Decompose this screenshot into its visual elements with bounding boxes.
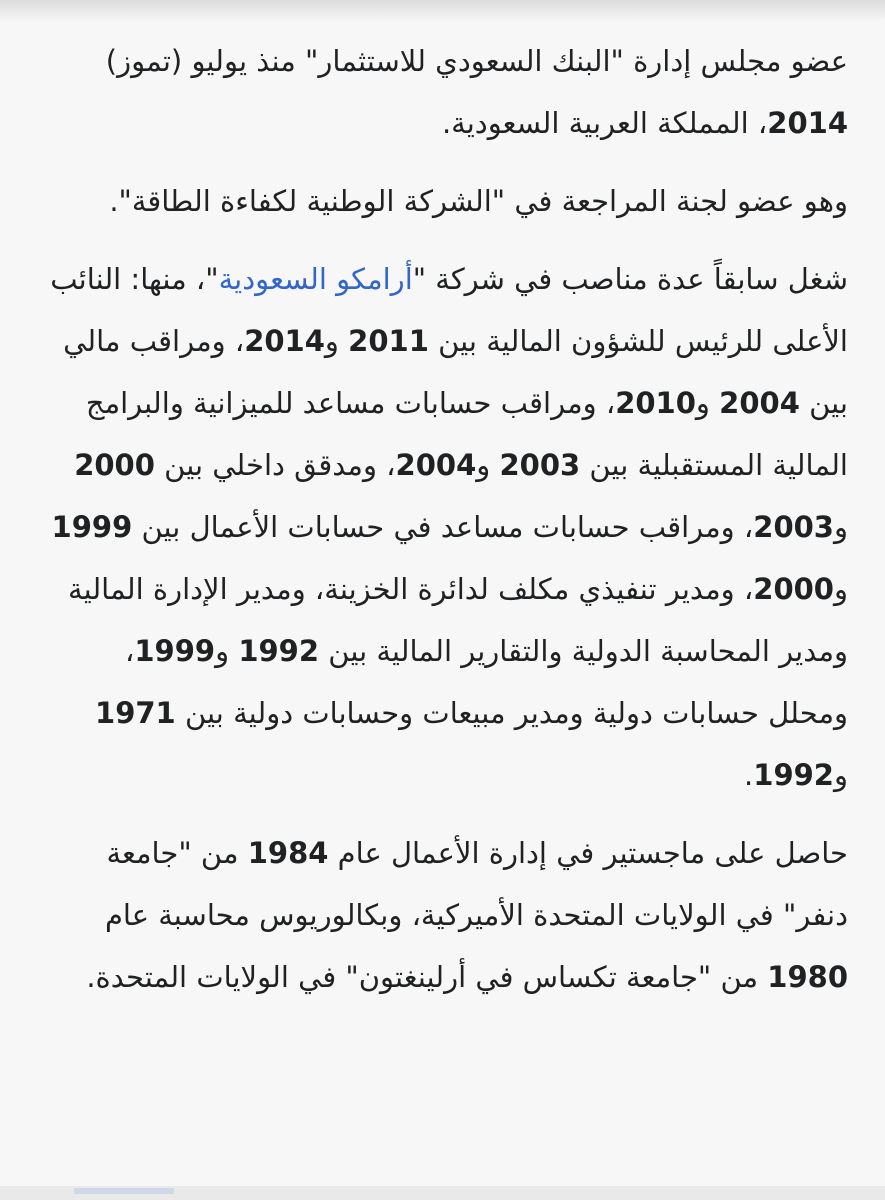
link-saudi-aramco[interactable]: أرامكو السعودية xyxy=(218,262,413,296)
text-segment: "، منها: النائب الأعلى للرئيس للشؤون المالية بين xyxy=(50,262,848,358)
top-shadow xyxy=(0,0,885,22)
article-body xyxy=(38,30,848,1024)
year: 1971 xyxy=(95,696,176,730)
year: 1999 xyxy=(134,634,216,668)
bottom-bar xyxy=(0,1186,885,1200)
text-segment: ، المملكة العربية السعودية. xyxy=(441,106,768,140)
year: 2004 xyxy=(395,448,477,482)
text-segment: و xyxy=(476,448,500,482)
text-segment: و xyxy=(833,758,848,792)
year: 2004 xyxy=(719,386,800,420)
paragraph-career xyxy=(38,248,848,806)
bottom-link-hint xyxy=(74,1188,174,1194)
text-segment: عضو مجلس إدارة "البنك السعودي للاستثمار" منذ يوليو (تموز) xyxy=(105,44,848,78)
text-segment: و xyxy=(695,386,720,420)
year: 2003 xyxy=(753,510,834,544)
year: 1992 xyxy=(753,758,834,792)
year: 2014 xyxy=(244,324,325,358)
text-segment: و xyxy=(833,572,848,606)
text-segment: و xyxy=(833,510,848,544)
paragraph-board-member xyxy=(38,30,848,154)
year: 1984 xyxy=(247,836,329,870)
year: 2000 xyxy=(74,448,155,482)
text-segment: من "جامعة تكساس في أرلينغتون" في الولايات المتحدة. xyxy=(86,960,768,994)
text-segment: ، ومدير تنفيذي مكلف لدائرة الخزينة، ومدير الإدارة المالية ومدير المحاسبة الدولية والتقارير المالية بين xyxy=(68,572,848,668)
text-segment: . xyxy=(744,758,754,792)
text-segment: و xyxy=(324,324,349,358)
text-segment: ، ومراقب حسابات مساعد للميزانية والبرامج المالية المستقبلية بين xyxy=(85,386,848,482)
text-segment: ، ومدقق داخلي بين xyxy=(154,448,396,482)
text-segment: من "جامعة دنفر" في الولايات المتحدة الأميركية، وبكالوريوس محاسبة عام xyxy=(104,836,848,932)
year: 1992 xyxy=(238,634,320,668)
paragraph-audit-committee xyxy=(38,170,848,232)
text-segment: وهو عضو لجنة المراجعة في "الشركة الوطنية لكفاءة الطاقة". xyxy=(109,184,848,218)
year: 1980 xyxy=(767,960,848,994)
year: 2000 xyxy=(753,572,834,606)
text-segment: حاصل على ماجستير في إدارة الأعمال عام xyxy=(328,836,848,870)
year: 1999 xyxy=(51,510,133,544)
year: 2010 xyxy=(615,386,696,420)
text-segment: ، ومحلل حسابات دولية ومدير مبيعات وحسابات دولية بين xyxy=(124,634,848,730)
text-segment: و xyxy=(215,634,239,668)
year: 2014 xyxy=(767,106,848,140)
text-segment: ، ومراقب حسابات مساعد في حسابات الأعمال بين xyxy=(132,510,754,544)
year: 2011 xyxy=(348,324,429,358)
text-segment: شغل سابقاً عدة مناصب في شركة " xyxy=(412,262,848,296)
paragraph-education xyxy=(38,822,848,1008)
text-segment: ، ومراقب مالي بين xyxy=(63,324,848,420)
year: 2003 xyxy=(499,448,581,482)
